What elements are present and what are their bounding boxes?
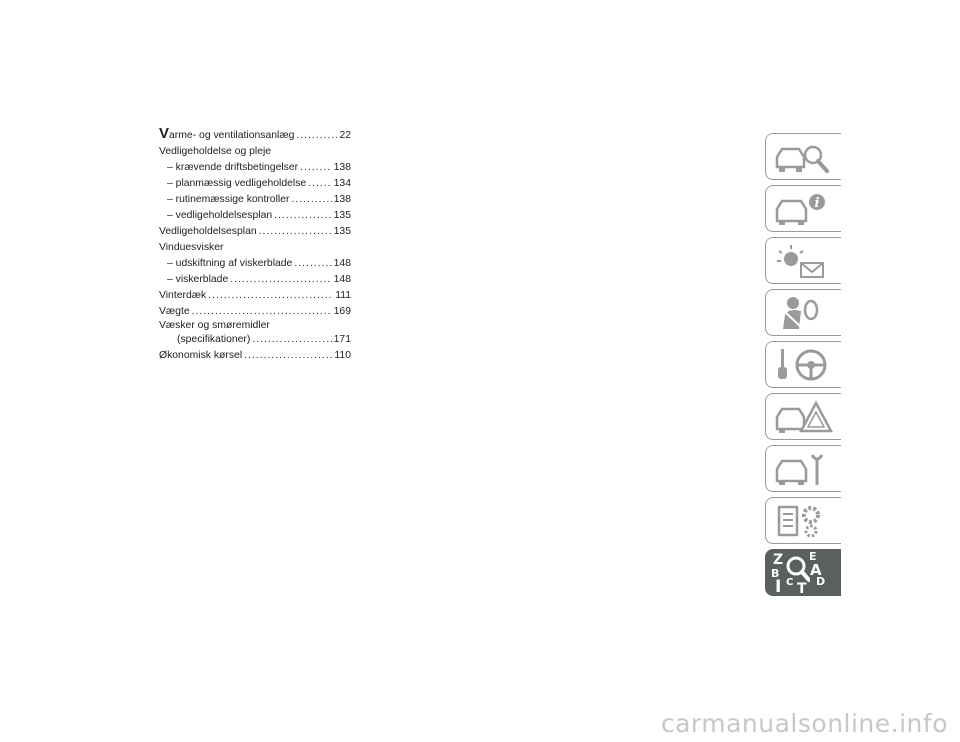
entry-text: Vinterdæk <box>159 290 207 301</box>
dot-leader <box>294 256 331 272</box>
index-letter: D <box>816 575 826 588</box>
entry-page: 169 <box>333 306 351 317</box>
index-letter: E <box>809 550 817 563</box>
entry-text: Vedligeholdelse og pleje <box>159 146 272 157</box>
index-letter: Z <box>773 552 784 568</box>
index-entry-continuation <box>159 332 351 348</box>
entry-page: 135 <box>333 226 351 237</box>
index-letter: C <box>786 577 794 588</box>
entry-page: 148 <box>333 258 351 269</box>
specifications-gear-icon <box>771 501 837 541</box>
entry-text: Økonomisk kørsel <box>159 350 243 361</box>
car-magnifier-icon <box>771 137 837 177</box>
entry-text: – krævende driftsbetingelser <box>167 162 299 173</box>
index-entry <box>159 224 351 240</box>
svg-text:i: i <box>814 196 820 211</box>
entry-text: Vedligeholdelsesplan <box>159 226 257 237</box>
dot-leader <box>274 208 332 224</box>
index-letter: T <box>797 581 807 597</box>
dot-leader <box>300 160 332 176</box>
dot-leader <box>259 224 332 240</box>
index-subentry <box>159 176 351 192</box>
index-entry <box>159 288 351 304</box>
index-letter: I <box>775 577 782 597</box>
entry-page: 138 <box>333 194 351 205</box>
index-subentry <box>159 208 351 224</box>
index-entry <box>159 348 351 364</box>
car-info-icon <box>771 189 837 229</box>
chapter-tabs <box>765 133 841 601</box>
dot-leader <box>208 288 333 304</box>
entry-text: Vinduesvisker <box>159 242 224 253</box>
drop-cap: V <box>159 125 170 142</box>
index-entry <box>159 144 351 160</box>
dot-leader <box>244 348 332 364</box>
entry-text: Vægte <box>159 306 190 317</box>
tab-safety[interactable] <box>765 289 841 336</box>
entry-page: 171 <box>333 334 351 345</box>
index-entry <box>159 320 351 332</box>
index-subentry <box>159 192 351 208</box>
entry-page: 134 <box>333 178 351 189</box>
entry-page: 138 <box>333 162 351 173</box>
index-entry <box>159 125 351 144</box>
entry-text: (specifikationer) <box>177 334 251 345</box>
dot-leader <box>252 332 331 348</box>
entry-text: – planmæssig vedligeholdelse <box>167 178 307 189</box>
warning-light-message-icon <box>771 241 837 281</box>
index-letter: A <box>810 561 822 579</box>
entry-text: Væsker og smøremidler <box>159 320 270 331</box>
dot-leader <box>230 272 331 288</box>
entry-page: 148 <box>333 274 351 285</box>
tab-warning-lights[interactable] <box>765 237 841 284</box>
dot-leader <box>291 192 331 208</box>
alphabetical-index <box>159 125 351 364</box>
car-warning-triangle-icon <box>771 397 837 437</box>
entry-page: 111 <box>335 290 351 301</box>
entry-text: arme- og ventilationsanlæg <box>169 130 295 141</box>
index-subentry <box>159 160 351 176</box>
tab-getting-to-know-car[interactable] <box>765 133 841 180</box>
tab-starting-driving[interactable] <box>765 341 841 388</box>
entry-page: 135 <box>333 210 351 221</box>
watermark: carmanualsonline.info <box>660 709 948 738</box>
index-subentry <box>159 256 351 272</box>
entry-text: – vedligeholdelsesplan <box>167 210 273 221</box>
entry-page: 110 <box>334 350 351 361</box>
magnifier-icon <box>786 556 810 582</box>
key-steering-wheel-icon <box>771 345 837 385</box>
dot-leader <box>192 304 332 320</box>
dot-leader <box>308 176 331 192</box>
entry-page: 22 <box>339 130 351 141</box>
index-letter: B <box>771 567 780 580</box>
dot-leader <box>296 128 337 144</box>
tab-instrument-panel[interactable] <box>765 185 841 232</box>
entry-text: – viskerblade <box>167 274 229 285</box>
entry-text: – udskiftning af viskerblade <box>167 258 293 269</box>
index-entry <box>159 304 351 320</box>
tab-technical-specifications[interactable] <box>765 497 841 544</box>
entry-text: – rutinemæssige kontroller <box>167 194 290 205</box>
tab-alphabetical-index[interactable] <box>765 549 841 596</box>
car-wrench-icon <box>771 449 837 489</box>
index-subentry <box>159 272 351 288</box>
airbag-seatbelt-icon <box>771 293 837 333</box>
tab-emergency[interactable] <box>765 393 841 440</box>
index-entry <box>159 240 351 256</box>
tab-servicing-care[interactable] <box>765 445 841 492</box>
